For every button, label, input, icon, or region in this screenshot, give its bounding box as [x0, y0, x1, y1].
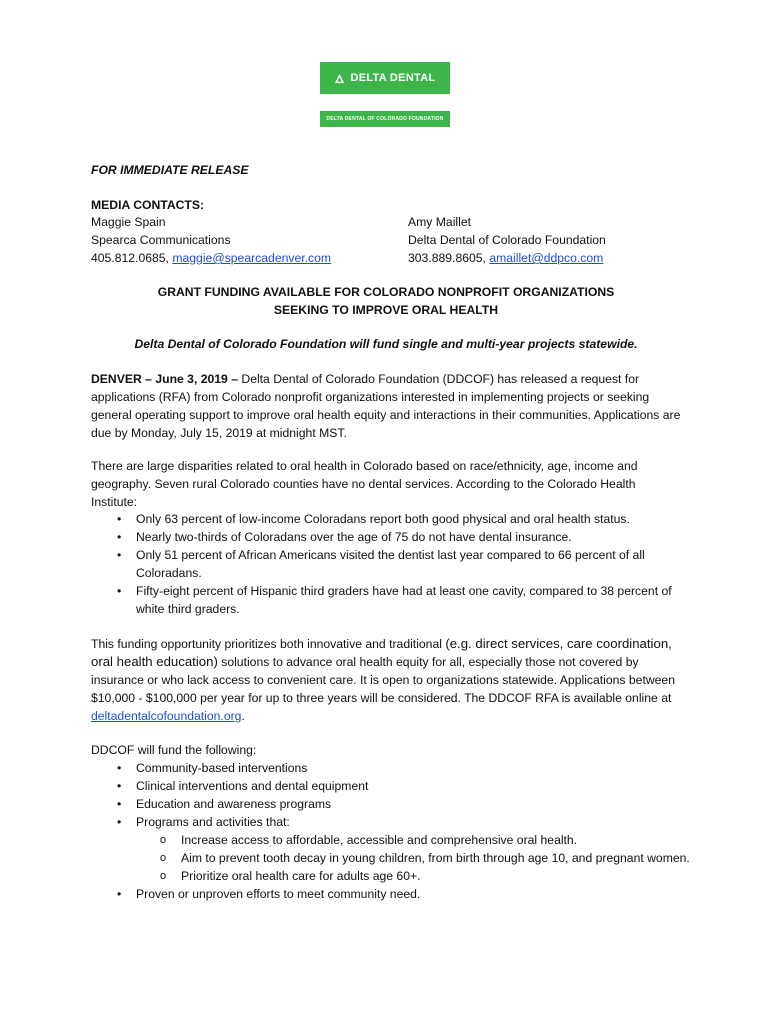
foundation-logo: [320, 111, 450, 127]
fund-list: [91, 759, 691, 903]
list-item: • Education and awareness programs: [117, 797, 332, 811]
intro-body: Delta Dental of Colorado Foundation (DDCOF) has released a request for applications (RFA) from Colorado nonprofit organizations interested in implementing projects or seeking general operating support to improve oral health equity and interactions in their communities. Applications are due by Monday, July 15, 2019 at midnight MST.: [91, 372, 681, 440]
delta-triangle-icon: [334, 73, 345, 84]
funding-paragraph: This funding opportunity prioritizes both innovative and traditional (e.g. direct services, care coordination, oral health education) solutions to advance oral health equity for all, especially those not covered by insurance or who lack access to convenient care. It is open to organizations statewide. Applications between $10,000 - $100,000 per year for up to three years will be considered. The DDCOF RFA is available online at deltadentalcofoundation.org.: [91, 636, 675, 723]
list-item: • Only 51 percent of African Americans visited the dentist last year compared to 66 percent of all Coloradans.: [117, 548, 645, 580]
contact-left-name: Maggie Spain: [91, 215, 166, 229]
contact-left-org: Spearca Communications: [91, 233, 231, 247]
media-contacts-heading: MEDIA CONTACTS:: [91, 198, 205, 212]
foundation-logo-text: DELTA DENTAL OF COLORADO FOUNDATION: [326, 116, 444, 122]
dateline: DENVER – June 3, 2019 –: [91, 372, 238, 386]
headline-line-1: GRANT FUNDING AVAILABLE FOR COLORADO NONPROFIT ORGANIZATIONS: [157, 285, 615, 299]
sub-list-item: o Aim to prevent tooth decay in young children, from birth through age 10, and pregnant women.: [160, 851, 690, 865]
fund-intro: DDCOF will fund the following:: [91, 743, 257, 757]
intro-paragraph: [91, 370, 683, 442]
contact-right-name: Amy Maillet: [408, 215, 471, 229]
logo-text: DELTA DENTAL: [350, 72, 436, 84]
list-item: • Proven or unproven efforts to meet community need.: [117, 887, 421, 901]
contact-right-email-link[interactable]: amaillet@ddpco.com: [489, 251, 604, 265]
sub-list-item: o Increase access to affordable, accessible and comprehensive oral health.: [160, 833, 578, 847]
list-item: • Community-based interventions: [117, 761, 308, 775]
contact-left-phone: 405.812.0685,: [91, 251, 169, 265]
contact-right-phone: 303.889.8605,: [408, 251, 486, 265]
subheadline: Delta Dental of Colorado Foundation will fund single and multi-year projects statewide.: [134, 337, 638, 351]
contact-left-email-link[interactable]: maggie@spearcadenver.com: [172, 251, 332, 265]
list-item: • Programs and activities that: o Increase access to affordable, accessible and comprehensive oral health. o Aim to prevent tooth decay in young children, from birth through age 10, and pregnant women. o Prioritize oral health care for adults age 60+.: [117, 815, 690, 883]
foundation-website-link[interactable]: deltadentalcofoundation.org: [91, 709, 242, 723]
delta-dental-logo: [320, 62, 450, 94]
headline-line-2: SEEKING TO IMPROVE ORAL HEALTH: [273, 303, 499, 317]
contact-right-org: Delta Dental of Colorado Foundation: [408, 233, 606, 247]
list-item: • Clinical interventions and dental equipment: [117, 779, 369, 793]
list-item: • Nearly two-thirds of Coloradans over the age of 75 do not have dental insurance.: [117, 530, 572, 544]
list-item: • Fifty-eight percent of Hispanic third graders have had at least one cavity, compared to 38 percent of white third graders.: [117, 584, 672, 616]
release-label: FOR IMMEDIATE RELEASE: [91, 163, 249, 177]
disparities-paragraph: There are large disparities related to oral health in Colorado based on race/ethnicity, age, income and geography. Seven rural Colorado counties have no dental services. According to the Colorado Health Institute:: [91, 459, 638, 509]
list-item: • Only 63 percent of low-income Coloradans report both good physical and oral health status.: [117, 512, 630, 526]
sub-list: [136, 831, 691, 885]
sub-list-item: o Prioritize oral health care for adults age 60+.: [160, 869, 421, 883]
stats-list: [91, 510, 691, 618]
contact-right-line: [408, 249, 603, 267]
